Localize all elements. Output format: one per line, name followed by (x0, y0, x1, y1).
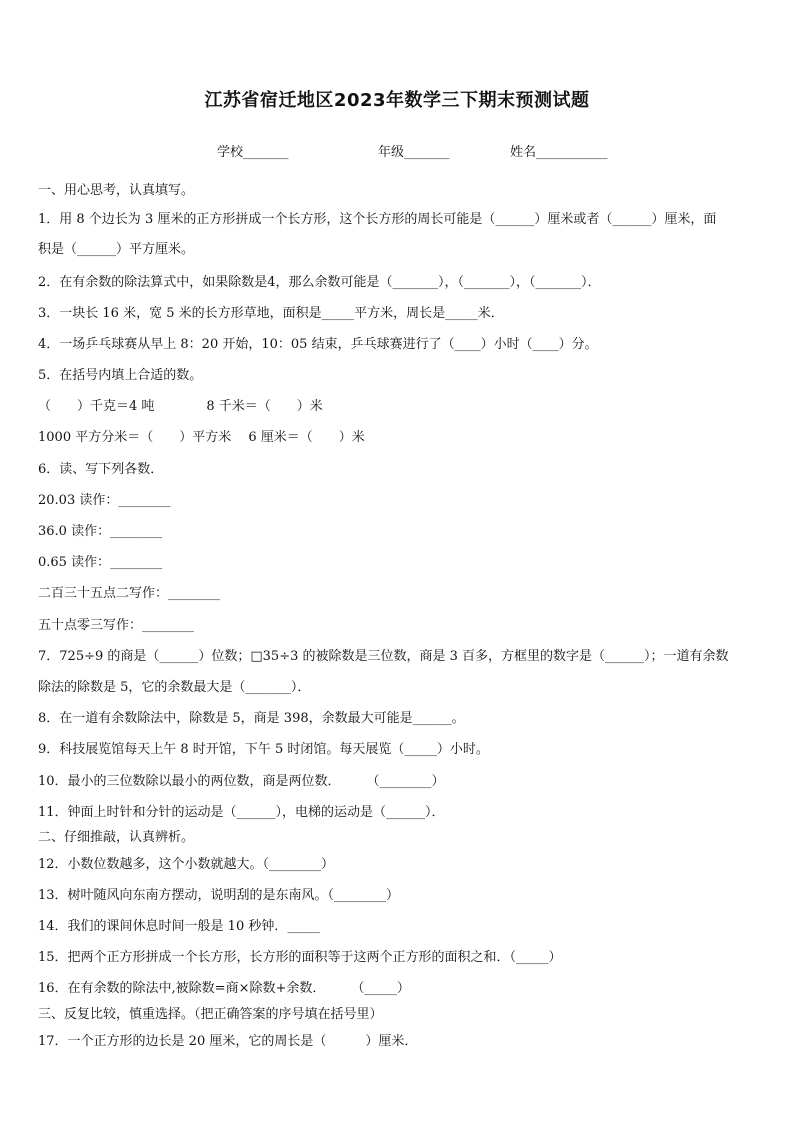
school-field: 学校_______ (217, 145, 289, 160)
section-heading-1: 一、用心思考，认真填写。 (38, 183, 195, 198)
question-16: 16．在有余数的除法中,被除数=商×除数+余数． （_____） (38, 981, 410, 996)
question-6-item-2: 36.0 读作：________ (38, 524, 163, 539)
question-14: 14．我们的课间休息时间一般是 10 秒钟．_____ (38, 919, 320, 934)
question-6-item-1: 20.03 读作：________ (38, 493, 171, 508)
grade-field: 年级_______ (378, 145, 450, 160)
name-field: 姓名___________ (510, 145, 608, 160)
question-4: 4．一场乒乓球赛从早上 8：20 开始，10：05 结束，乒乓球赛进行了（____）小时（____）分。 (38, 337, 598, 352)
question-7-cont: 除法的除数是 5，它的余数最大是（_______）． (38, 680, 311, 695)
question-6-item-4: 二百三十五点二写作：________ (38, 586, 221, 601)
question-2: 2．在有余数的除法算式中，如果除数是4，那么余数可能是（_______），（_______），（_______）． (38, 275, 601, 290)
question-10: 10．最小的三位数除以最小的两位数，商是两位数． （________） (38, 774, 445, 789)
question-3: 3．一块长 16 米，宽 5 米的长方形草地，面积是_____平方米，周长是_____米． (38, 306, 504, 321)
question-12: 12．小数位数越多，这个小数就越大。（________） (38, 857, 335, 872)
question-1-cont: 积是（______）平方厘米。 (38, 242, 195, 257)
question-6: 6．读、写下列各数． (38, 462, 164, 477)
question-7: 7．725÷9 的商是（______）位数；□35÷3 的被除数是三位数，商是 3 百多，方框里的数字是（______）；一道有余数 (38, 649, 729, 664)
question-6-item-5: 五十点零三写作：________ (38, 618, 195, 633)
question-8: 8．在一道有余数除法中，除数是 5，商是 398，余数最大可能是______。 (38, 711, 465, 726)
question-1: 1．用 8 个边长为 3 厘米的正方形拼成一个长方形，这个长方形的周长可能是（______）厘米或者（______）厘米，面 (38, 212, 717, 227)
question-6-item-3: 0.65 读作：________ (38, 555, 163, 570)
section-heading-3: 三、反复比较，慎重选择。（把正确答案的序号填在括号里） (38, 1007, 383, 1022)
question-5-line-2: 1000 平方分米＝（ ）平方米 6 厘米＝（ ）米 (38, 430, 365, 445)
question-13: 13．树叶随风向东南方摆动，说明刮的是东南风。（________） (38, 888, 400, 903)
question-9: 9．科技展览馆每天上午 8 时开馆，下午 5 时闭馆。每天展览（_____）小时。 (38, 742, 489, 757)
question-5: 5．在括号内填上合适的数。 (38, 368, 203, 383)
question-11: 11．钟面上时针和分针的运动是（______），电梯的运动是（______）． (38, 805, 445, 820)
question-17: 17．一个正方形的边长是 20 厘米，它的周长是（ ）厘米． (38, 1034, 418, 1049)
page-title: 江苏省宿迁地区2023年数学三下期末预测试题 (204, 90, 590, 111)
question-15: 15．把两个正方形拼成一个长方形，长方形的面积等于这两个正方形的面积之和．（_____） (38, 950, 562, 965)
question-5-line-1: （ ）千克＝4 吨 8 千米＝（ ）米 (38, 399, 323, 414)
section-heading-2: 二、仔细推敲，认真辨析。 (38, 830, 195, 845)
